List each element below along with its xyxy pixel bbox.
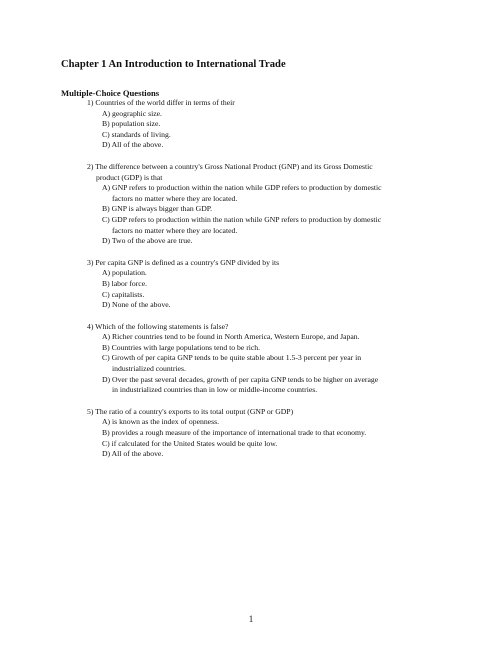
- question-stem-line: product (GDP) is that: [96, 172, 163, 182]
- answer-option: in industrialized countries than in low or middle-income countries.: [112, 385, 318, 395]
- answer-option: C) GDP refers to production within the nation while GNP refers to production by domestic: [102, 214, 382, 224]
- question-stem-line: 3) Per capita GNP is defined as a country's GNP divided by its: [87, 257, 280, 267]
- question-3: [0, 258, 502, 311]
- answer-option: B) labor force.: [102, 278, 148, 288]
- question-stem-line: 4) Which of the following statements is false?: [87, 321, 229, 331]
- answer-option: D) All of the above.: [102, 449, 164, 459]
- answer-option: D) Two of the above are true.: [102, 236, 193, 246]
- answer-option: B) GNP is always bigger than GDP.: [102, 204, 213, 214]
- question-4: [0, 322, 502, 396]
- answer-option: factors no matter where they are located.: [112, 193, 238, 203]
- question-stem-line: 5) The ratio of a country's exports to its total output (GNP or GDP): [87, 406, 294, 416]
- question-stem-line: 1) Countries of the world differ in terms of their: [87, 98, 235, 107]
- question-5: [0, 407, 502, 460]
- answer-option: A) GNP refers to production within the nation while GDP refers to production by domestic: [102, 183, 382, 193]
- answer-option: D) Over the past several decades, growth of per capita GNP tends to be higher on average: [102, 374, 379, 384]
- answer-option: A) geographic size.: [102, 108, 162, 118]
- answer-option: factors no matter where they are located.: [112, 225, 238, 235]
- question-2: [0, 162, 502, 247]
- question-1: [0, 98, 502, 151]
- answer-option: C) Growth of per capita GNP tends to be quite stable about 1.5-3 percent per year in: [102, 353, 362, 363]
- answer-option: B) Countries with large populations tend to be rich.: [102, 342, 261, 352]
- answer-option: A) is known as the index of openness.: [102, 417, 220, 427]
- answer-option: B) provides a rough measure of the importance of international trade to that economy.: [102, 428, 367, 438]
- answer-option: A) population.: [102, 268, 147, 278]
- page-number: 1: [248, 614, 254, 624]
- answer-option: C) standards of living.: [102, 129, 171, 139]
- answer-option: A) Richer countries tend to be found in North America, Western Europe, and Japan.: [102, 332, 360, 342]
- question-list: [0, 98, 502, 471]
- section-heading: Multiple-Choice Questions: [61, 88, 160, 98]
- question-stem-line: 2) The difference between a country's Gross National Product (GNP) and its Gross Domestic: [87, 161, 373, 171]
- answer-option: D) All of the above.: [102, 140, 164, 150]
- chapter-title: Chapter 1 An Introduction to International Trade: [61, 59, 286, 70]
- answer-option: C) if calculated for the United States would be quite low.: [102, 438, 278, 448]
- answer-option: industrialized countries.: [112, 364, 186, 374]
- answer-option: C) capitalists.: [102, 289, 145, 299]
- answer-option: D) None of the above.: [102, 300, 171, 310]
- answer-option: B) population size.: [102, 119, 161, 129]
